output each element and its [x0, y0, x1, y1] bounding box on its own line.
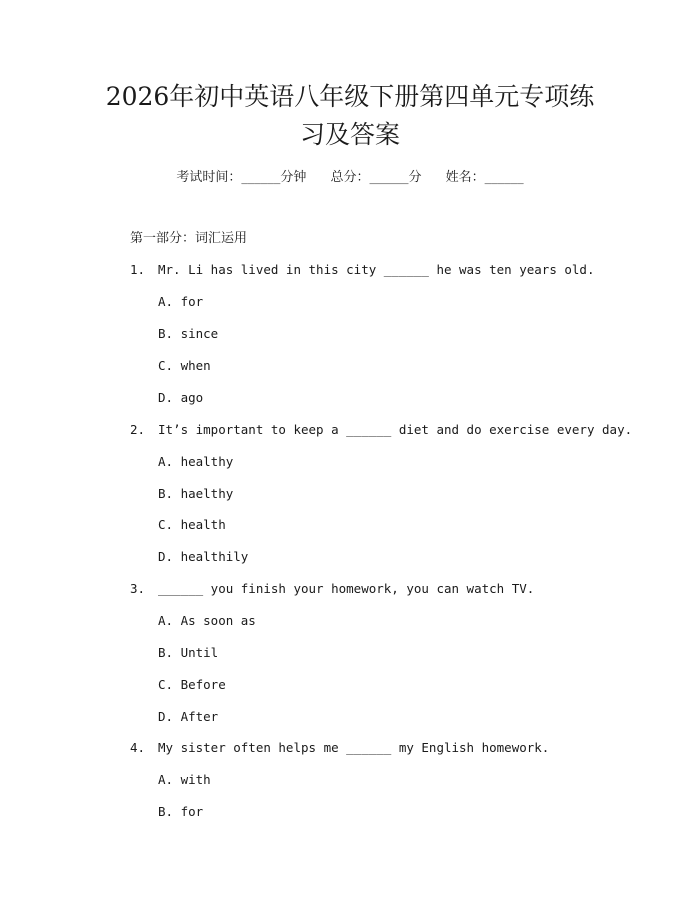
exam-time: 考试时间：______分钟 [176, 170, 307, 185]
option: C. Before [158, 677, 226, 692]
document-title [60, 78, 640, 154]
question-number: 3. [130, 581, 146, 596]
question-text: Mr. Li has lived in this city ______ he was ten years old. [158, 262, 595, 277]
option: D. After [158, 709, 219, 724]
option: B. Until [158, 645, 219, 660]
option: A. for [158, 294, 204, 309]
student-name: 姓名：______ [445, 170, 524, 185]
option: A. with [158, 772, 211, 787]
question-number: 2. [130, 422, 146, 437]
option: D. ago [158, 390, 204, 405]
option: C. health [158, 517, 226, 532]
option: B. haelthy [158, 486, 234, 501]
title-line-2: 习及答案 [299, 120, 400, 149]
exam-meta [0, 168, 700, 188]
option: A. healthy [158, 454, 234, 469]
title-line-1: 2026年初中英语八年级下册第四单元专项练 [105, 82, 595, 111]
option: D. healthily [158, 549, 249, 564]
question-number: 1. [130, 262, 146, 277]
question-text: My sister often helps me ______ my English homework. [158, 740, 550, 755]
option: C. when [158, 358, 211, 373]
question-text: It’s important to keep a ______ diet and do exercise every day. [158, 422, 633, 437]
option: A. As soon as [158, 613, 256, 628]
exam-total-score: 总分：______分 [330, 170, 422, 185]
option: B. for [158, 804, 204, 819]
section-title: 第一部分：词汇运用 [130, 231, 248, 246]
option: B. since [158, 326, 219, 341]
question-number: 4. [130, 740, 146, 755]
question-text: ______ you finish your homework, you can watch TV. [158, 581, 535, 596]
